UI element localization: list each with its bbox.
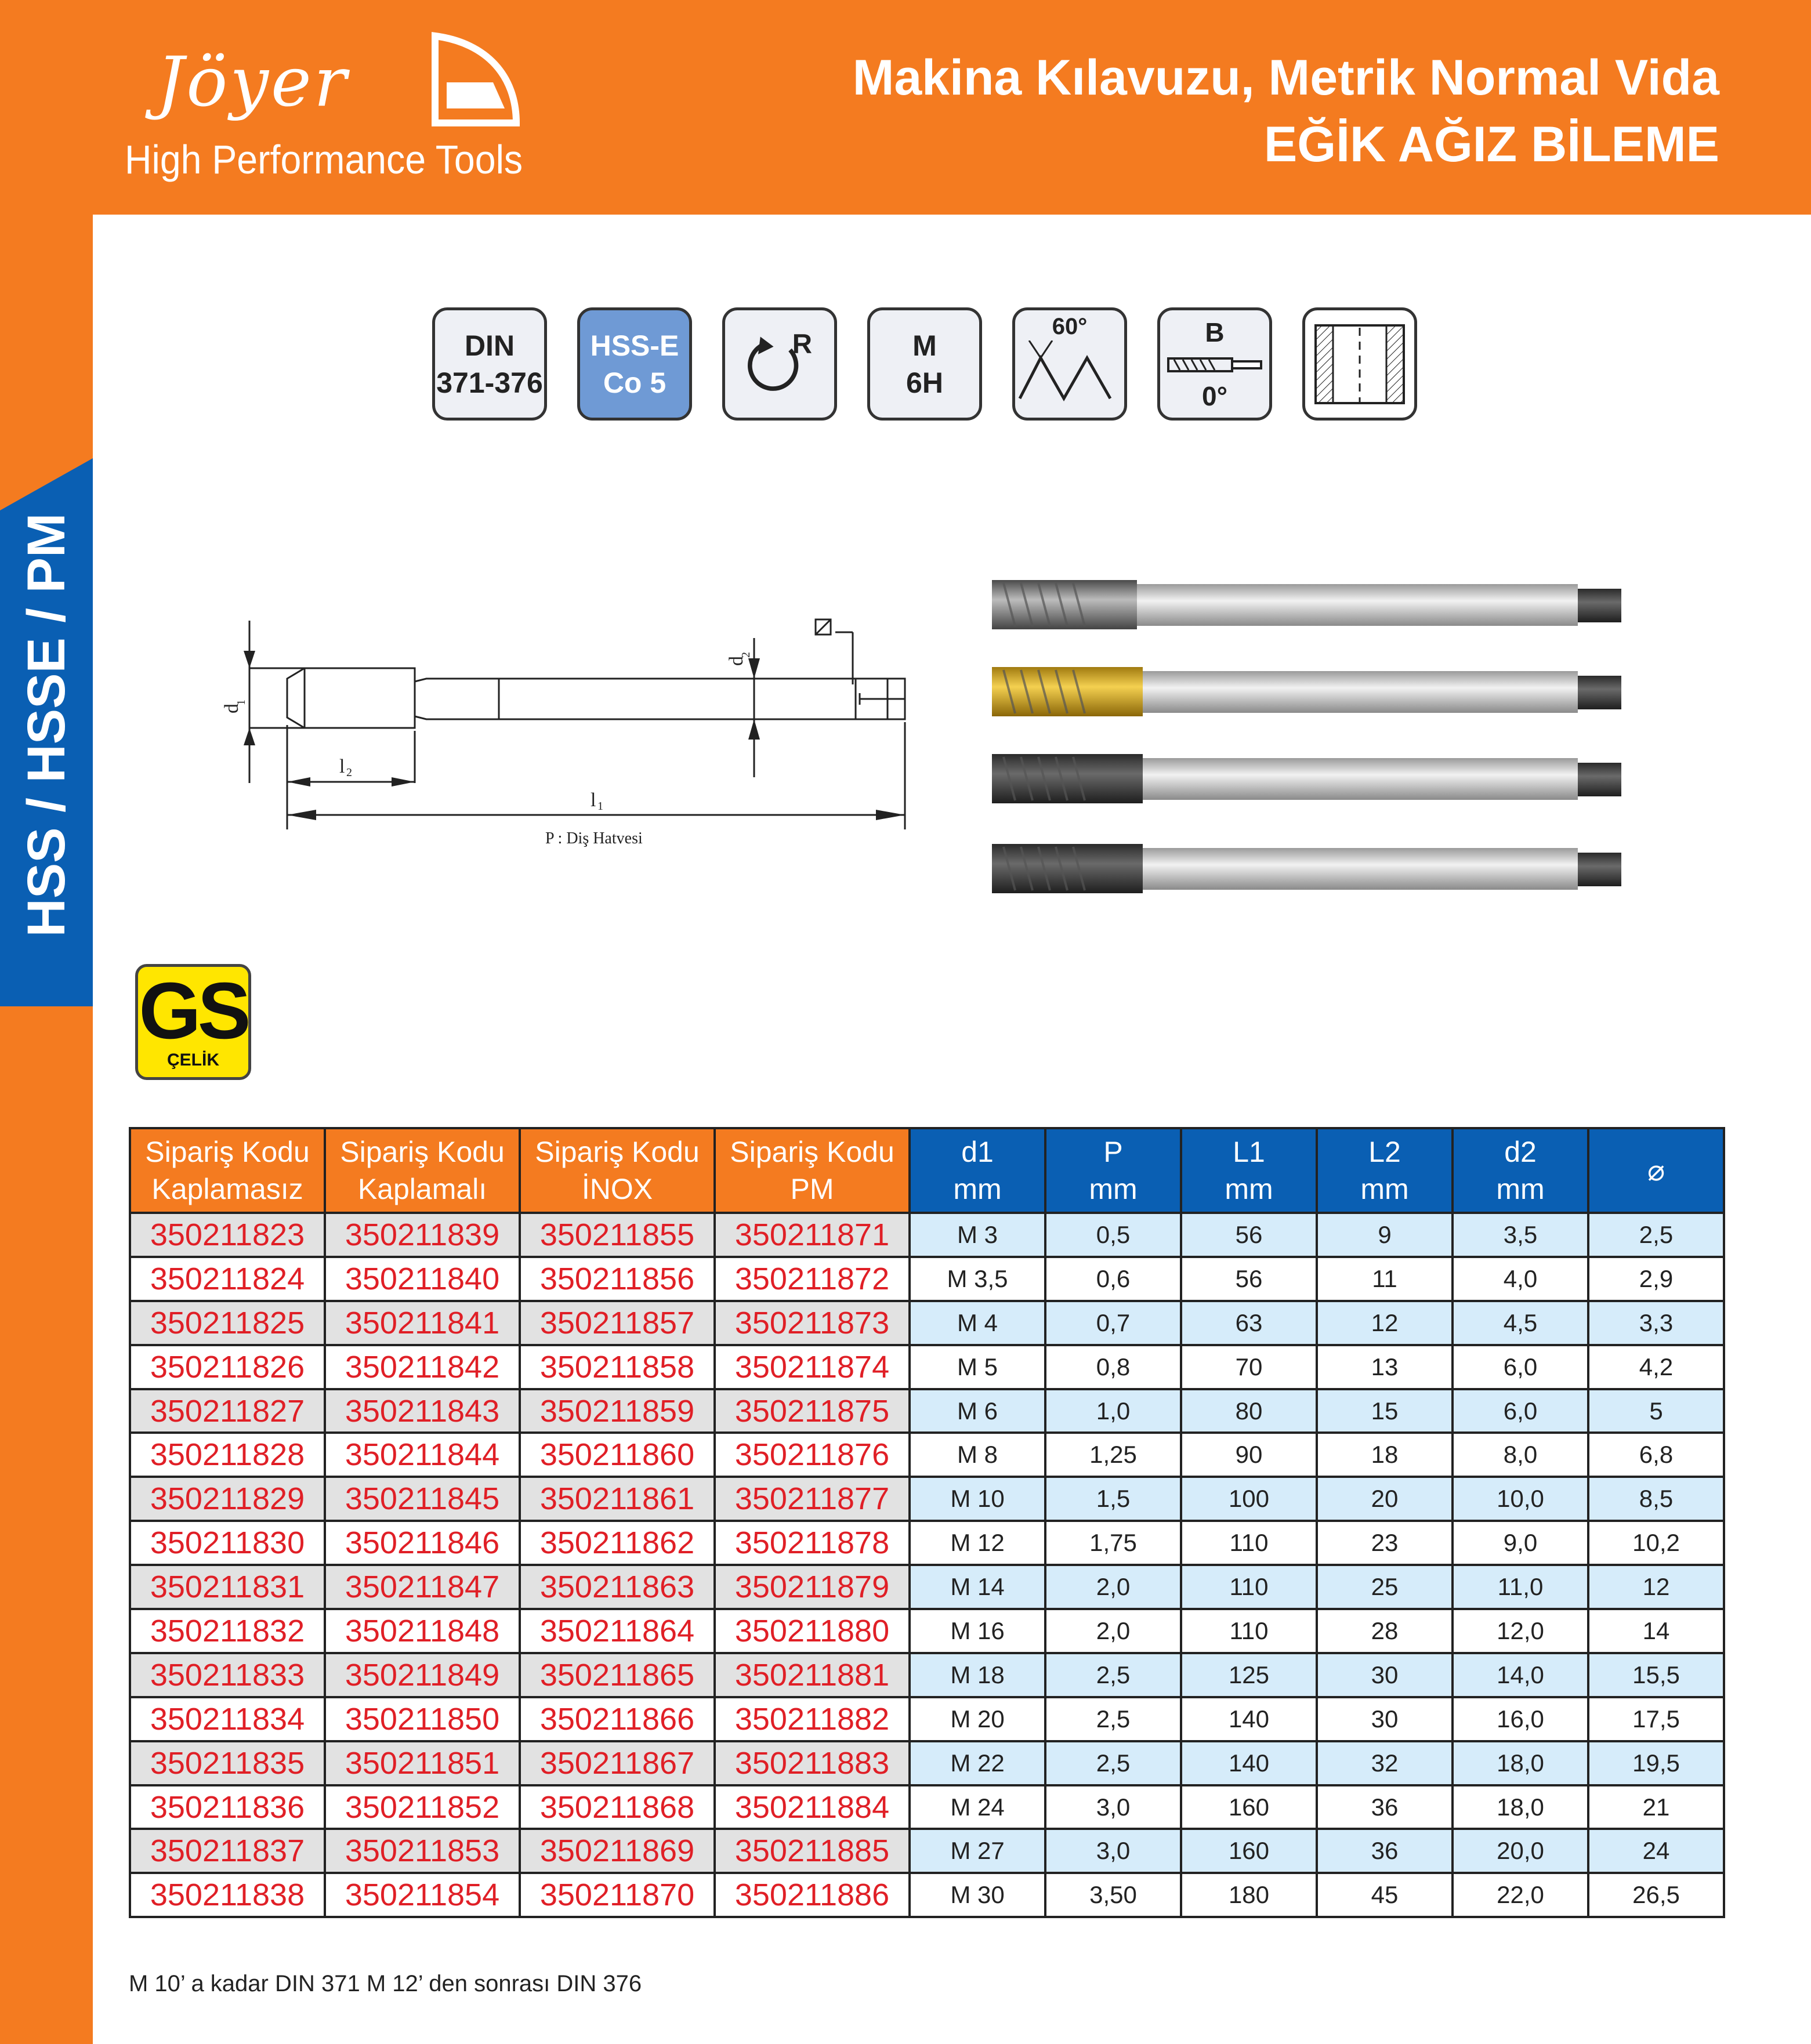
dimension-cell: M 18 (910, 1653, 1045, 1697)
order-code-cell: 350211868 (520, 1785, 715, 1829)
dimension-cell: 3,3 (1588, 1301, 1724, 1345)
through-hole-icon (1307, 315, 1412, 414)
order-code-cell: 350211880 (715, 1609, 910, 1653)
order-code-cell: 350211863 (520, 1565, 715, 1609)
material-cobalt: Co 5 (603, 366, 667, 399)
order-code-cell: 350211858 (520, 1345, 715, 1389)
column-header-line1: Sipariş Kodu (535, 1136, 700, 1168)
order-code-cell: 350211876 (715, 1433, 910, 1477)
order-code-cell: 350211866 (520, 1697, 715, 1741)
table-row (130, 1301, 1724, 1345)
order-code-cell: 350211846 (325, 1521, 520, 1565)
order-code-cell: 350211841 (325, 1301, 520, 1345)
order-code-cell: 350211840 (325, 1257, 520, 1301)
thread-tolerance-box (867, 307, 982, 421)
order-code-cell: 350211884 (715, 1785, 910, 1829)
order-code-cell: 350211836 (130, 1785, 325, 1829)
dimension-cell: M 24 (910, 1785, 1045, 1829)
order-code-cell: 350211829 (130, 1477, 325, 1521)
dimension-cell: 26,5 (1588, 1873, 1724, 1917)
order-code-cell: 350211827 (130, 1389, 325, 1433)
clockwise-rotation-icon (725, 310, 835, 418)
dimension-cell: 140 (1181, 1741, 1317, 1785)
order-code-cell: 350211849 (325, 1653, 520, 1697)
order-code-cell: 350211860 (520, 1433, 715, 1477)
column-header-line1: L2 (1368, 1136, 1401, 1168)
table-row (130, 1257, 1724, 1301)
column-header-line1: d2 (1504, 1136, 1537, 1168)
dimension-cell: 23 (1317, 1521, 1453, 1565)
order-code-cell: 350211852 (325, 1785, 520, 1829)
dimension-cell: 6,0 (1453, 1389, 1588, 1433)
dimension-cell: 6,0 (1453, 1345, 1588, 1389)
tap-form-icon (1162, 347, 1267, 382)
dimension-cell: 10,2 (1588, 1521, 1724, 1565)
dimension-cell: 24 (1588, 1829, 1724, 1873)
gs-steel-badge (135, 964, 251, 1080)
thread-angle-box (1012, 307, 1127, 421)
dimension-cell: 21 (1588, 1785, 1724, 1829)
table-header-row (130, 1128, 1724, 1213)
dimension-cell: 110 (1181, 1521, 1317, 1565)
dimension-cell: 160 (1181, 1785, 1317, 1829)
order-code-cell: 350211853 (325, 1829, 520, 1873)
order-code-cell: 350211879 (715, 1565, 910, 1609)
order-code-cell: 350211857 (520, 1301, 715, 1345)
dimension-cell: 36 (1317, 1785, 1453, 1829)
dimension-cell: 15 (1317, 1389, 1453, 1433)
tap-form-box (1157, 307, 1272, 421)
column-header (325, 1128, 520, 1213)
order-code-cell: 350211844 (325, 1433, 520, 1477)
dimension-cell: 32 (1317, 1741, 1453, 1785)
order-code-cell: 350211837 (130, 1829, 325, 1873)
l1-subscript: 1 (597, 800, 603, 813)
dimension-cell: 2,9 (1588, 1257, 1724, 1301)
order-code-cell: 350211830 (130, 1521, 325, 1565)
order-code-cell: 350211862 (520, 1521, 715, 1565)
dimension-cell: M 22 (910, 1741, 1045, 1785)
dimension-cell: 110 (1181, 1609, 1317, 1653)
dimension-cell: 110 (1181, 1565, 1317, 1609)
order-code-cell: 350211834 (130, 1697, 325, 1741)
order-code-cell: 350211864 (520, 1609, 715, 1653)
order-code-cell: 350211872 (715, 1257, 910, 1301)
column-header-line2: mm (1089, 1173, 1138, 1205)
order-code-cell: 350211826 (130, 1345, 325, 1389)
table-row (130, 1653, 1724, 1697)
table-row (130, 1829, 1724, 1873)
table-row (130, 1785, 1724, 1829)
order-code-cell: 350211839 (325, 1213, 520, 1257)
dimension-cell: 22,0 (1453, 1873, 1588, 1917)
dimension-cell: 0,8 (1045, 1345, 1181, 1389)
column-header-line2: mm (1496, 1173, 1545, 1205)
dimension-cell: 0,6 (1045, 1257, 1181, 1301)
page-subtitle: EĞİK AĞIZ BİLEME (1263, 117, 1719, 172)
rake-angle-label: 0° (1202, 380, 1227, 411)
d2-subscript: 2 (740, 652, 752, 658)
through-hole-box (1302, 307, 1417, 421)
order-code-cell: 350211845 (325, 1477, 520, 1521)
order-code-cell: 350211873 (715, 1301, 910, 1345)
column-header (910, 1128, 1045, 1213)
gs-badge-text: GS (139, 966, 248, 1056)
column-header (1453, 1128, 1588, 1213)
product-photos (975, 571, 1630, 908)
dimension-cell: 28 (1317, 1609, 1453, 1653)
order-code-cell: 350211851 (325, 1741, 520, 1785)
dimension-cell: 63 (1181, 1301, 1317, 1345)
dimension-cell: 70 (1181, 1345, 1317, 1389)
order-code-cell: 350211886 (715, 1873, 910, 1917)
dimension-cell: M 12 (910, 1521, 1045, 1565)
column-header-line2: PM (790, 1173, 834, 1205)
dimension-cell: 2,0 (1045, 1565, 1181, 1609)
table-row (130, 1565, 1724, 1609)
dimension-cell: 18,0 (1453, 1741, 1588, 1785)
dimension-cell: 10,0 (1453, 1477, 1588, 1521)
dimension-cell: 2,5 (1588, 1213, 1724, 1257)
dimension-cell: 9,0 (1453, 1521, 1588, 1565)
table-row (130, 1345, 1724, 1389)
tap-form-label: B (1205, 317, 1225, 347)
dimension-cell: M 4 (910, 1301, 1045, 1345)
dimension-cell: 80 (1181, 1389, 1317, 1433)
order-code-cell: 350211824 (130, 1257, 325, 1301)
tap-photo-coated (992, 667, 1621, 716)
column-header (130, 1128, 325, 1213)
dimension-cell: 3,50 (1045, 1873, 1181, 1917)
dimension-cell: 1,5 (1045, 1477, 1181, 1521)
specification-table (129, 1127, 1725, 1918)
dimension-cell: M 10 (910, 1477, 1045, 1521)
left-side-strip (0, 0, 93, 2044)
dimension-cell: 15,5 (1588, 1653, 1724, 1697)
dimension-cell: 18 (1317, 1433, 1453, 1477)
dimension-cell: 100 (1181, 1477, 1317, 1521)
din-number: 371-376 (436, 366, 543, 399)
column-header-line1: d1 (961, 1136, 994, 1168)
brand-logo-wordmark: Jöyer (157, 42, 349, 122)
dimension-cell: 160 (1181, 1829, 1317, 1873)
rotation-r-label: R (792, 329, 813, 360)
dimension-cell: 20 (1317, 1477, 1453, 1521)
table-row (130, 1873, 1724, 1917)
order-code-cell: 350211877 (715, 1477, 910, 1521)
column-header (1317, 1128, 1453, 1213)
dimension-cell: 11 (1317, 1257, 1453, 1301)
dimension-cell: 45 (1317, 1873, 1453, 1917)
dimension-cell: 3,5 (1453, 1213, 1588, 1257)
side-category-label: HSS / HSSE / PM (17, 513, 76, 937)
brand-tagline: High Performance Tools (125, 137, 523, 182)
dimension-cell: 12 (1317, 1301, 1453, 1345)
dimension-cell: 0,7 (1045, 1301, 1181, 1345)
dimension-cell: M 20 (910, 1697, 1045, 1741)
dimension-cell: 30 (1317, 1697, 1453, 1741)
dimension-cell: 90 (1181, 1433, 1317, 1477)
dimension-cell: 125 (1181, 1653, 1317, 1697)
dimension-cell: M 16 (910, 1609, 1045, 1653)
rotation-box (722, 307, 837, 421)
dimension-cell: 1,25 (1045, 1433, 1181, 1477)
din-label: DIN (464, 329, 515, 362)
dimension-cell: 12,0 (1453, 1609, 1588, 1653)
order-code-cell: 350211881 (715, 1653, 910, 1697)
material-label: HSS-E (590, 329, 679, 362)
dimension-cell: 36 (1317, 1829, 1453, 1873)
order-code-cell: 350211832 (130, 1609, 325, 1653)
dimension-cell: 2,5 (1045, 1653, 1181, 1697)
column-header-line1: ⌀ (1647, 1154, 1665, 1187)
tap-photo-uncoated (992, 580, 1621, 629)
order-code-cell: 350211823 (130, 1213, 325, 1257)
order-code-cell: 350211828 (130, 1433, 325, 1477)
din-footnote: M 10’ a kadar DIN 371 M 12’ den sonrası DIN 376 (129, 1971, 642, 1996)
column-header-line2: mm (953, 1173, 1002, 1205)
dimension-cell: 4,0 (1453, 1257, 1588, 1301)
thread-profile-icon (1017, 340, 1122, 404)
dimension-cell: 3,0 (1045, 1829, 1181, 1873)
technical-drawing (215, 597, 928, 864)
dimension-cell: 180 (1181, 1873, 1317, 1917)
dimension-cell: M 6 (910, 1389, 1045, 1433)
order-code-cell: 350211883 (715, 1741, 910, 1785)
dimension-cell: M 30 (910, 1873, 1045, 1917)
column-header-line2: İNOX (581, 1173, 653, 1205)
order-code-cell: 350211874 (715, 1345, 910, 1389)
column-header (1588, 1128, 1724, 1213)
l2-label: l (339, 756, 345, 777)
order-code-cell: 350211856 (520, 1257, 715, 1301)
table-row (130, 1477, 1724, 1521)
table-row (130, 1213, 1724, 1257)
dimension-cell: M 3,5 (910, 1257, 1045, 1301)
order-code-cell: 350211825 (130, 1301, 325, 1345)
dimension-cell: 1,75 (1045, 1521, 1181, 1565)
dimension-cell: 13 (1317, 1345, 1453, 1389)
order-code-cell: 350211842 (325, 1345, 520, 1389)
dimension-cell: 20,0 (1453, 1829, 1588, 1873)
dimension-cell: M 14 (910, 1565, 1045, 1609)
order-code-cell: 350211831 (130, 1565, 325, 1609)
order-code-cell: 350211861 (520, 1477, 715, 1521)
table-row (130, 1433, 1724, 1477)
dimension-cell: 30 (1317, 1653, 1453, 1697)
l2-subscript: 2 (346, 766, 352, 779)
table-row (130, 1609, 1724, 1653)
column-header-line2: mm (1360, 1173, 1409, 1205)
column-header-line1: Sipariş Kodu (730, 1136, 894, 1168)
order-code-cell: 350211850 (325, 1697, 520, 1741)
order-code-cell: 350211882 (715, 1697, 910, 1741)
dimension-cell: 17,5 (1588, 1697, 1724, 1741)
table-row (130, 1389, 1724, 1433)
column-header-line2: mm (1225, 1173, 1273, 1205)
dimension-cell: 56 (1181, 1257, 1317, 1301)
order-code-cell: 350211855 (520, 1213, 715, 1257)
dimension-cell: 2,5 (1045, 1741, 1181, 1785)
dimension-cell: 8,0 (1453, 1433, 1588, 1477)
dimension-cell: 6,8 (1588, 1433, 1724, 1477)
dimension-cell: 3,0 (1045, 1785, 1181, 1829)
column-header-line1: Sipariş Kodu (145, 1136, 310, 1168)
dimension-cell: M 5 (910, 1345, 1045, 1389)
dimension-cell: 19,5 (1588, 1741, 1724, 1785)
table-row (130, 1521, 1724, 1565)
order-code-cell: 350211833 (130, 1653, 325, 1697)
thread-angle-label: 60° (1052, 314, 1088, 339)
column-header-line1: Sipariş Kodu (340, 1136, 505, 1168)
order-code-cell: 350211838 (130, 1873, 325, 1917)
order-code-cell: 350211835 (130, 1741, 325, 1785)
thread-type-label: M (912, 329, 937, 362)
brand-logo-icon (429, 30, 522, 129)
tap-photo-inox (992, 754, 1621, 803)
column-header-line2: Kaplamasız (151, 1173, 303, 1205)
order-code-cell: 350211854 (325, 1873, 520, 1917)
dimension-cell: 14,0 (1453, 1653, 1588, 1697)
tap-photo-pm (992, 844, 1621, 893)
dimension-cell: 5 (1588, 1389, 1724, 1433)
dimension-cell: M 3 (910, 1213, 1045, 1257)
order-code-cell: 350211859 (520, 1389, 715, 1433)
page-title: Makina Kılavuzu, Metrik Normal Vida (852, 50, 1719, 106)
order-code-cell: 350211878 (715, 1521, 910, 1565)
l1-label: l (591, 789, 596, 811)
column-header-line2: Kaplamalı (357, 1173, 487, 1205)
order-code-cell: 350211875 (715, 1389, 910, 1433)
order-code-cell: 350211869 (520, 1829, 715, 1873)
order-code-cell: 350211843 (325, 1389, 520, 1433)
order-code-cell: 350211871 (715, 1213, 910, 1257)
d1-subscript: 1 (235, 700, 248, 705)
gs-badge-subtext: ÇELİK (167, 1050, 219, 1070)
dimension-cell: 9 (1317, 1213, 1453, 1257)
dimension-cell: 14 (1588, 1609, 1724, 1653)
table-row (130, 1697, 1724, 1741)
order-code-cell: 350211865 (520, 1653, 715, 1697)
order-code-cell: 350211867 (520, 1741, 715, 1785)
order-code-cell: 350211870 (520, 1873, 715, 1917)
dimension-cell: 1,0 (1045, 1389, 1181, 1433)
d2-label: d (726, 656, 747, 666)
table-row (130, 1741, 1724, 1785)
dimension-cell: 0,5 (1045, 1213, 1181, 1257)
order-code-cell: 350211885 (715, 1829, 910, 1873)
dimension-cell: M 8 (910, 1433, 1045, 1477)
dimension-cell: 2,0 (1045, 1609, 1181, 1653)
dimension-cell: 4,2 (1588, 1345, 1724, 1389)
column-header (520, 1128, 715, 1213)
dimension-cell: 25 (1317, 1565, 1453, 1609)
dimension-cell: 56 (1181, 1213, 1317, 1257)
column-header (715, 1128, 910, 1213)
din-standard-box (432, 307, 547, 421)
dimension-cell: 140 (1181, 1697, 1317, 1741)
d1-label: d (221, 704, 242, 713)
column-header-line1: P (1103, 1136, 1123, 1168)
column-header (1045, 1128, 1181, 1213)
dimension-cell: 2,5 (1045, 1697, 1181, 1741)
dimension-cell: 8,5 (1588, 1477, 1724, 1521)
column-header (1181, 1128, 1317, 1213)
order-code-cell: 350211848 (325, 1609, 520, 1653)
order-code-cell: 350211847 (325, 1565, 520, 1609)
dimension-cell: 12 (1588, 1565, 1724, 1609)
dimension-cell: M 27 (910, 1829, 1045, 1873)
thread-tolerance-label: 6H (906, 366, 943, 399)
column-header-line1: L1 (1233, 1136, 1265, 1168)
dimension-cell: 4,5 (1453, 1301, 1588, 1345)
dimension-cell: 18,0 (1453, 1785, 1588, 1829)
dimension-cell: 11,0 (1453, 1565, 1588, 1609)
pitch-caption: P : Diş Hatvesi (545, 829, 643, 847)
dimension-cell: 16,0 (1453, 1697, 1588, 1741)
material-box (577, 307, 692, 421)
